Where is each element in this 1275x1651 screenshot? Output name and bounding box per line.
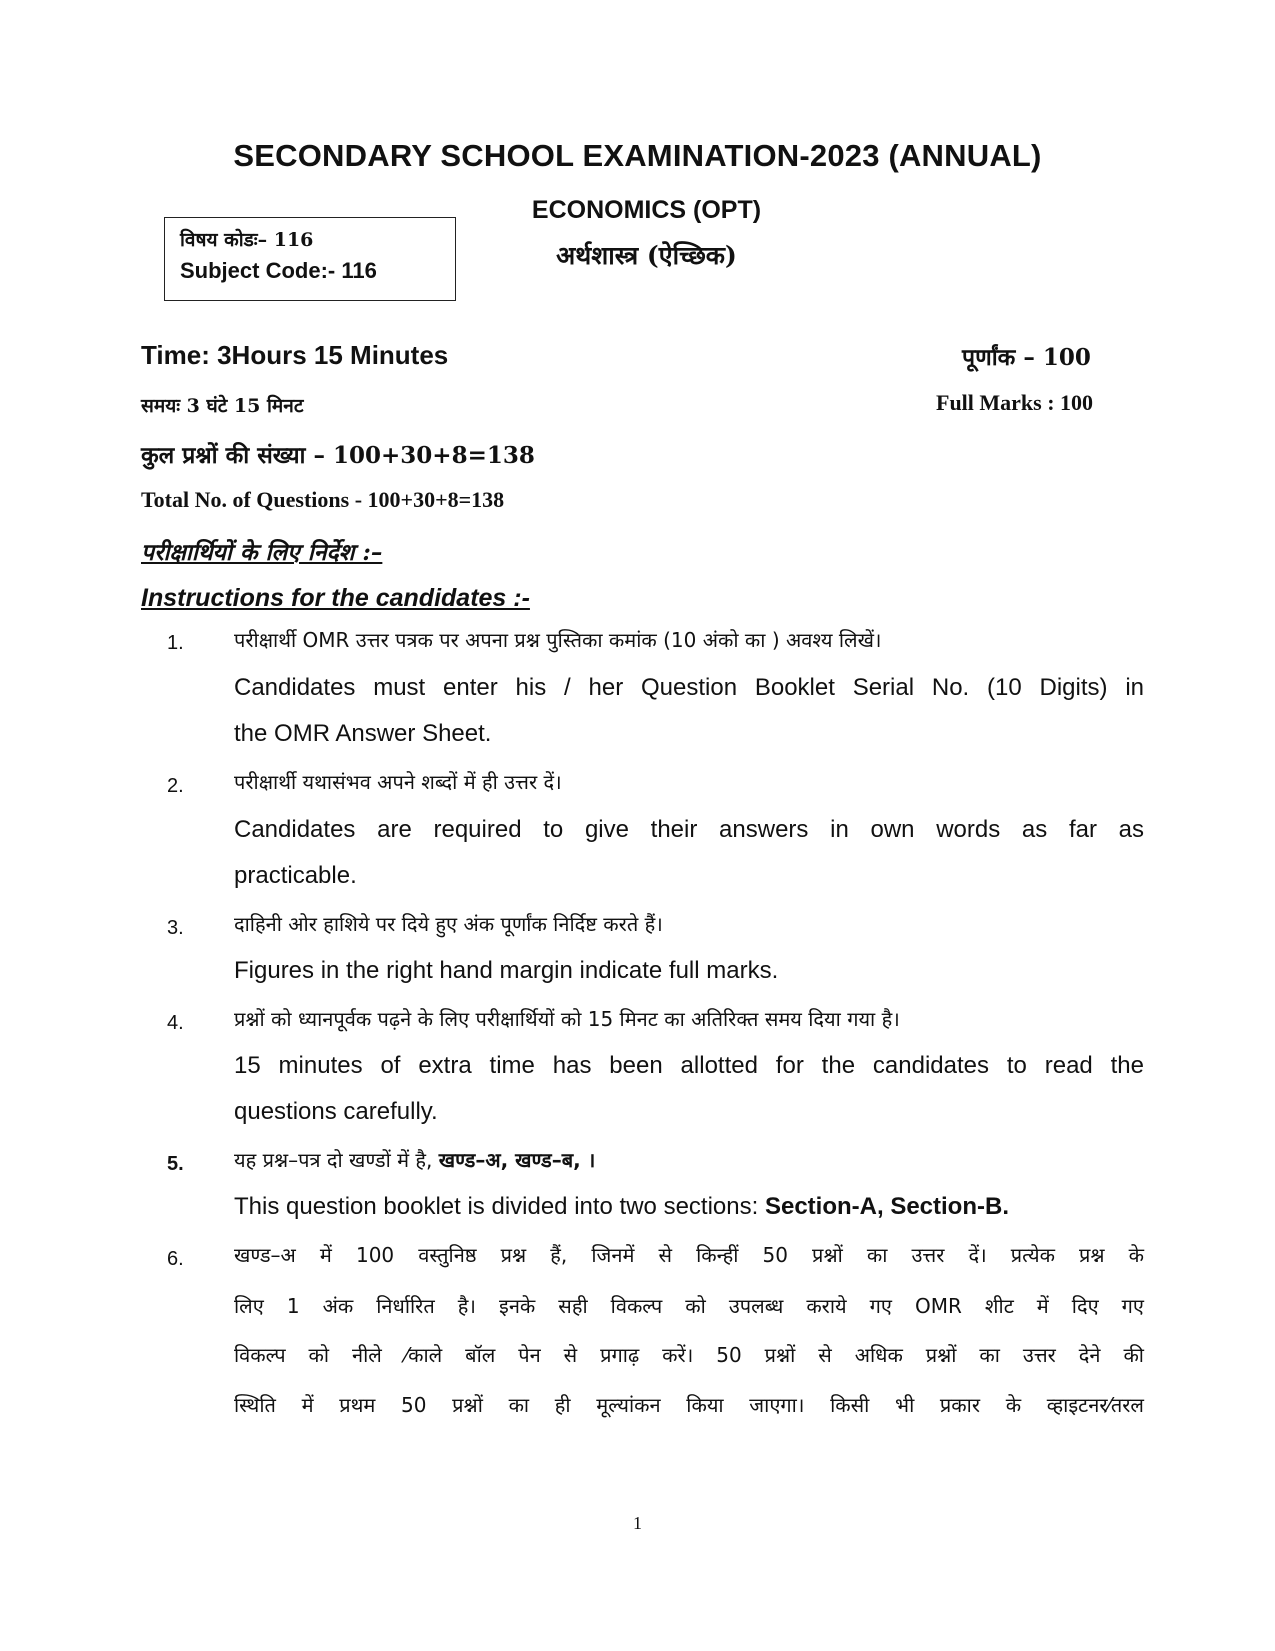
instruction-text-hi: परीक्षार्थी यथासंभव अपने शब्दों में ही उत्तर दें। (234, 770, 562, 794)
instruction-text-en: Candidates are required to give their answers in own words as far as (234, 816, 1144, 843)
instruction-text-en: 15 minutes of extra time has been allotted for the candidates to read the (234, 1052, 1144, 1079)
instruction-text-en: practicable. (234, 862, 357, 889)
instruction-text-en: Candidates must enter his / her Question Booklet Serial No. (10 Digits) in (234, 674, 1144, 701)
page-number: 1 (633, 1513, 642, 1533)
time-hi: समयः 3 घंटे 15 मिनट (141, 395, 304, 417)
instruction-text-en-plain: This question booklet is divided into two sections: (234, 1193, 759, 1220)
time-en: Time: 3Hours 15 Minutes (141, 340, 449, 370)
instruction-text-hi: परीक्षार्थी OMR उत्तर पत्रक पर अपना प्रश्न पुस्तिका कमांक (10 अंको का ) अवश्य लिखें। (234, 628, 882, 652)
instruction-text-hi-bold: खण्ड–अ, खण्ड–ब, । (438, 1148, 596, 1172)
instruction-number: 4. (167, 1012, 184, 1034)
instruction-text-hi: दाहिनी ओर हाशिये पर दिये हुए अंक पूर्णांक निर्दिष्ट करते हैं। (234, 912, 663, 936)
instruction-text-en: Figures in the right hand margin indicate full marks. (234, 957, 779, 984)
instructions-heading-en: Instructions for the candidates :- (141, 584, 530, 612)
total-questions-en: Total No. of Questions - 100+30+8=138 (141, 487, 505, 512)
full-marks-en: Full Marks : 100 (936, 390, 1094, 415)
instruction-text-en (234, 1193, 1009, 1221)
instruction-text-en: questions carefully. (234, 1098, 438, 1125)
instruction-text-hi: स्थिति में प्रथम 50 प्रश्नों का ही मूल्यांकन किया जाएगा। किसी भी प्रकार के व्हाइटनर⁄तरल (234, 1393, 1144, 1417)
instruction-number: 6. (167, 1248, 184, 1270)
instruction-text-hi-plain: यह प्रश्न–पत्र दो खण्डों में है, (234, 1148, 433, 1172)
instruction-text-hi (234, 1146, 595, 1173)
instruction-text-hi: विकल्प को नीले ⁄काले बॉल पेन से प्रगाढ़ करें। 50 प्रश्नों से अधिक प्रश्नों का उत्तर देने की (234, 1343, 1144, 1367)
instruction-number: 5. (167, 1153, 184, 1175)
instruction-text-hi: लिए 1 अंक निर्धारित है। इनके सही विकल्प को उपलब्ध कराये गए OMR शीट में दिए गए (234, 1294, 1144, 1318)
exam-title: SECONDARY SCHOOL EXAMINATION-2023 (ANNUAL) (233, 138, 1042, 173)
subject-name-hi: अर्थशास्त्र (ऐच्छिक) (556, 241, 737, 270)
instruction-text-en-bold: Section-A, Section-B. (764, 1193, 1009, 1220)
instruction-text-hi: खण्ड–अ में 100 वस्तुनिष्ठ प्रश्न हैं, जिनमें से किन्हीं 50 प्रश्नों का उत्तर दें। प्रत्येक प्रश्न के (234, 1243, 1144, 1267)
instruction-number: 3. (167, 917, 184, 939)
subject-code-en: Subject Code:- 116 (180, 258, 377, 283)
instruction-text-hi: प्रश्नों को ध्यानपूर्वक पढ़ने के लिए परीक्षार्थियों को 15 मिनट का अतिरिक्त समय दिया गया है। (234, 1007, 900, 1031)
instruction-number: 1. (167, 632, 184, 654)
subject-name-en: ECONOMICS (OPT) (531, 196, 762, 224)
subject-code-hi: विषय कोडः– 116 (180, 229, 314, 251)
instructions-heading-hi: परीक्षार्थियों के लिए निर्देश :– (141, 539, 383, 566)
total-questions-hi: कुल प्रश्नों की संख्या – 100+30+8=138 (141, 442, 535, 469)
instruction-number: 2. (167, 775, 184, 797)
full-marks-hi: पूर्णांक – 100 (962, 344, 1091, 371)
instruction-text-en: the OMR Answer Sheet. (234, 720, 492, 747)
